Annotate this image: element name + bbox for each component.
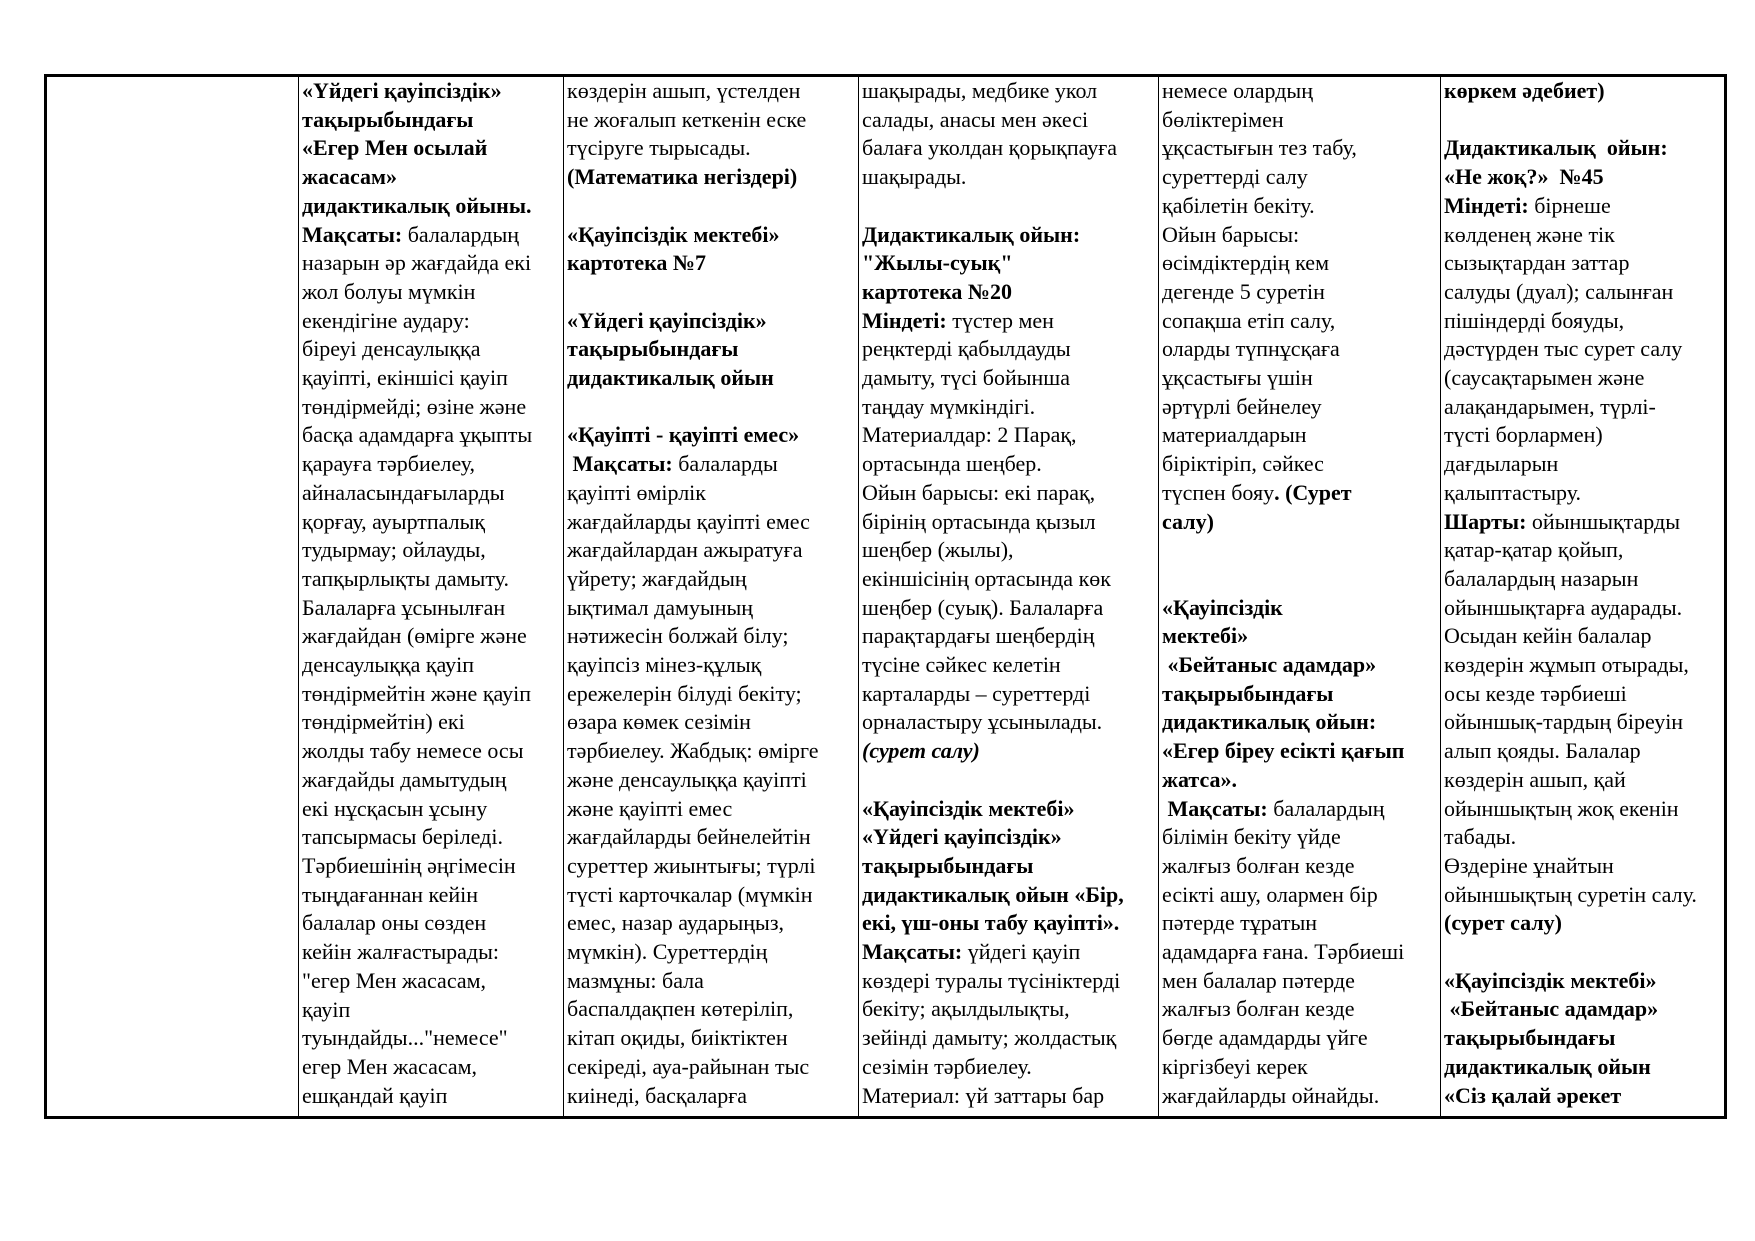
text-line: балалар оны сөзден xyxy=(302,910,487,936)
text-line: дағдыларын xyxy=(1444,451,1559,477)
text-line: картотека №7 xyxy=(567,250,707,276)
text-line: білімін бекіту үйде xyxy=(1162,824,1341,850)
text-line: Өздеріне ұнайтын xyxy=(1444,852,1614,878)
text-line: ойыншықтарға аударады. xyxy=(1444,594,1683,620)
text-line: салу) xyxy=(1162,508,1214,534)
text-line: суреттерді салу xyxy=(1162,164,1308,190)
text-line: біреуі денсаулыққа xyxy=(302,336,481,362)
text-line: тақырыбындағы xyxy=(567,336,739,362)
cell-dangerous-not-dangerous xyxy=(564,76,859,1118)
text-line: сезімін тәрбиелеу. xyxy=(862,1053,1032,1079)
text-line: Міндеті: бірнеше xyxy=(1444,192,1611,218)
text-line: қабілетін бекіту. xyxy=(1162,192,1315,218)
text-line: зейінді дамыту; жолдастық xyxy=(862,1025,1117,1051)
text-line: «Егер біреу есікті қағып xyxy=(1162,738,1405,764)
text-line xyxy=(567,393,856,422)
text-line: Мақсаты: балаларды xyxy=(567,451,778,477)
text-line: «Қауіпсіздік мектебі» xyxy=(862,795,1075,821)
text-line: ешқандай қауіп xyxy=(302,1082,448,1108)
text-line: түсті карточкалар (мүмкін xyxy=(567,881,813,907)
text-line xyxy=(1444,938,1722,967)
text-line: ортасында шеңбер. xyxy=(862,451,1042,477)
text-line: және денсаулыққа қауіпті xyxy=(567,766,807,792)
cell-warm-cold-game xyxy=(859,76,1159,1118)
text-line: «Қауіпсіздік мектебі» xyxy=(1444,967,1657,993)
text-line: төндірмейді; өзіне және xyxy=(302,393,527,419)
text-line xyxy=(1162,536,1438,565)
text-line: бірінің ортасында қызыл xyxy=(862,508,1096,534)
text-line: ойыншықтың суретін салу. xyxy=(1444,881,1697,907)
text-line: орналастыру ұсынылады. xyxy=(862,709,1103,735)
text-line: «Бейтаныс адамдар» xyxy=(1444,996,1659,1022)
text-line: бөгде адамдарды үйге xyxy=(1162,1025,1368,1051)
text-line: және қауіпті емес xyxy=(567,795,733,821)
text-line: кіргізбеуі керек xyxy=(1162,1053,1308,1079)
text-line: төндірмейтін) екі xyxy=(302,709,465,735)
text-line: ұқсастығы үшін xyxy=(1162,365,1313,391)
text-line: дидактикалық ойын «Бір, xyxy=(862,881,1124,907)
text-line: түспен бояу. (Сурет xyxy=(1162,479,1352,505)
text-line: жағдайды дамытудың xyxy=(302,766,507,792)
text-line: Мақсаты: балалардың xyxy=(1162,795,1385,821)
text-line: қауіпті, екіншісі қауіп xyxy=(302,365,508,391)
text-line: жағдайларды бейнелейтін xyxy=(567,824,811,850)
text-line: кітап оқиды, биіктіктен xyxy=(567,1025,788,1051)
text-line: оларды түпнұсқаға xyxy=(1162,336,1340,362)
text-line: емес, назар аударыңыз, xyxy=(567,910,785,936)
text-line: дидактикалық ойын xyxy=(567,365,774,390)
text-line: «Не жоқ?» №45 xyxy=(1444,164,1604,190)
text-line: көздерін ашып, қай xyxy=(1444,766,1626,792)
text-line: пәтерде тұратын xyxy=(1162,910,1318,936)
text-line: салады, анасы мен әкесі xyxy=(862,106,1089,132)
text-line: «Үйдегі қауіпсіздік» xyxy=(862,824,1062,850)
text-line: немесе олардың xyxy=(1162,78,1313,103)
text-line: түсті борлармен) xyxy=(1444,422,1603,448)
text-line: шақырады, медбике укол xyxy=(862,78,1098,103)
text-line: тудырмау; ойлауды, xyxy=(302,537,486,563)
text-line: тақырыбындағы xyxy=(302,106,474,132)
text-line: қауіпті өмірлік xyxy=(567,479,706,505)
text-line: «Қауіпті - қауіпті емес» xyxy=(567,422,800,448)
text-line: дегенде 5 суретін xyxy=(1162,278,1325,304)
text-line: тәрбиелеу. Жабдық: өмірге xyxy=(567,738,819,764)
text-line xyxy=(1444,106,1722,135)
text-line: Тәрбиешінің әңгімесін xyxy=(302,852,516,878)
text-line: Мақсаты: балалардың xyxy=(302,221,520,247)
text-line: материалдарын xyxy=(1162,422,1307,448)
text-line: салуды (дуал); салынған xyxy=(1444,278,1674,304)
text-line: кейін жалғастырады: xyxy=(302,939,500,965)
text-line: суреттер жиынтығы; түрлі xyxy=(567,852,816,878)
text-line xyxy=(862,766,1156,795)
text-line: таңдау мүмкіндігі. xyxy=(862,393,1036,419)
cell-drawing-strangers-game xyxy=(1159,76,1441,1118)
text-line: назарын әр жағдайда екі xyxy=(302,250,532,276)
text-line: жалғыз болған кезде xyxy=(1162,996,1355,1022)
text-line: карталарды – суреттерді xyxy=(862,680,1091,706)
text-line: балалардың назарын xyxy=(1444,565,1639,591)
text-line: Ойын барысы: xyxy=(1162,221,1300,247)
table-row xyxy=(46,76,1726,1118)
text-line xyxy=(1162,565,1438,594)
text-line: туындайды..."немесе" xyxy=(302,1025,508,1051)
text-line: Материалдар: 2 Парақ, xyxy=(862,422,1077,448)
empty-cell xyxy=(46,76,299,1118)
text-line: баспалдақпен көтеріліп, xyxy=(567,996,794,1022)
text-line: айналасындағыларды xyxy=(302,479,505,505)
text-line: дидактикалық ойын xyxy=(1444,1053,1651,1079)
text-line: балаға уколдан қорықпауға xyxy=(862,135,1118,161)
text-line: жағдайлардан ажыратуға xyxy=(567,537,803,563)
text-line: мен балалар пәтерде xyxy=(1162,967,1355,993)
text-line: табады. xyxy=(1444,824,1517,850)
text-line: жатса». xyxy=(1162,766,1237,792)
text-line: қорғау, ауыртпалық xyxy=(302,508,486,534)
text-line: қарауға тәрбиелеу, xyxy=(302,451,475,477)
text-line: қалыптастыру. xyxy=(1444,479,1581,505)
text-line: әртүрлі бейнелеу xyxy=(1162,393,1322,419)
text-line: картотека №20 xyxy=(862,278,1013,304)
text-line: қауіпсіз мінез-құлық xyxy=(567,652,762,678)
text-line: алып қояды. Балалар xyxy=(1444,738,1641,764)
text-line: не жоғалып кеткенін еске xyxy=(567,106,807,132)
text-line: реңктерді қабылдауды xyxy=(862,336,1071,362)
text-line: шеңбер (суық). Балаларға xyxy=(862,594,1104,620)
text-line: қауіп xyxy=(302,996,351,1022)
text-line: жол болуы мүмкін xyxy=(302,278,476,304)
text-line: түсіне сәйкес келетін xyxy=(862,652,1061,678)
text-line: көлденең және тік xyxy=(1444,221,1615,247)
text-line xyxy=(567,192,856,221)
text-line: жағдайларды ойнайды. xyxy=(1162,1082,1380,1108)
text-line: түсіруге тырысады. xyxy=(567,135,751,161)
text-line: жағдайларды қауіпті емес xyxy=(567,508,810,534)
text-line: пішіндерді бояуды, xyxy=(1444,307,1625,333)
text-line: "Жылы-суық" xyxy=(862,250,1013,276)
text-line: Дидактикалық ойын: xyxy=(862,221,1081,247)
text-line: мазмұны: бала xyxy=(567,967,704,993)
text-line: бекіту; ақылдылықты, xyxy=(862,996,1070,1022)
text-line: ережелерін білуді бекіту; xyxy=(567,680,802,706)
text-line: көздерін ашып, үстелден xyxy=(567,78,801,103)
text-line: мүмкін). Суреттердің xyxy=(567,939,768,965)
text-line: тапқырлықты дамыту. xyxy=(302,565,509,591)
text-line: көркем әдебиет) xyxy=(1444,78,1605,103)
text-line: денсаулыққа қауіп xyxy=(302,652,475,678)
text-line: мектебі» xyxy=(1162,623,1249,649)
text-line: дидактикалық ойыны. xyxy=(302,192,532,218)
text-line: көздерін жұмып отырады, xyxy=(1444,652,1689,678)
text-line: шеңбер (жылы), xyxy=(862,537,1014,563)
text-line: «Егер Мен осылай xyxy=(302,135,488,161)
text-line: "егер Мен жасасам, xyxy=(302,967,487,993)
text-line: тыңдағаннан кейін xyxy=(302,881,479,907)
text-line: ойыншықтың жоқ екенін xyxy=(1444,795,1679,821)
text-line: жалғыз болған кезде xyxy=(1162,852,1355,878)
text-line: ұқсастығын тез табу, xyxy=(1162,135,1357,161)
text-line: жолды табу немесе осы xyxy=(302,738,524,764)
text-line: Мақсаты: үйдегі қауіп xyxy=(862,939,1081,965)
text-line: Шарты: ойыншықтарды xyxy=(1444,508,1680,534)
text-line: өсімдіктердің кем xyxy=(1162,250,1329,276)
cell-safety-game-if-i-do xyxy=(299,76,564,1118)
text-line: нәтижесін болжай білу; xyxy=(567,623,789,649)
text-line: «Үйдегі қауіпсіздік» xyxy=(567,307,767,333)
text-line: парақтардағы шеңбердің xyxy=(862,623,1095,649)
text-line: тақырыбындағы xyxy=(1444,1025,1616,1051)
text-line: өзара көмек сезімін xyxy=(567,709,751,735)
text-line: (сурет салу) xyxy=(1444,910,1563,936)
text-line: дамыту, түсі бойынша xyxy=(862,365,1071,391)
text-line: тақырыбындағы xyxy=(1162,680,1334,706)
text-line: Ойын барысы: екі парақ, xyxy=(862,479,1096,505)
text-line: біріктіріп, сәйкес xyxy=(1162,451,1324,477)
text-line: тақырыбындағы xyxy=(862,852,1034,878)
text-line: дидактикалық ойын: xyxy=(1162,709,1377,735)
cell-whats-missing-game xyxy=(1441,76,1726,1118)
text-line: ықтимал дамуының xyxy=(567,594,754,620)
text-line: киінеді, басқаларға xyxy=(567,1082,748,1108)
text-line: бөліктерімен xyxy=(1162,106,1284,132)
text-line: (сурет салу) xyxy=(862,738,980,764)
text-line: ойыншық-тардың біреуін xyxy=(1444,709,1684,735)
text-line: сызықтардан заттар xyxy=(1444,250,1630,276)
text-line: «Бейтаныс адамдар» xyxy=(1162,652,1377,678)
text-line: «Сіз қалай әрекет xyxy=(1444,1082,1622,1108)
text-line xyxy=(567,278,856,307)
text-line: адамдарға ғана. Тәрбиеші xyxy=(1162,939,1405,965)
text-line: Дидактикалық ойын: xyxy=(1444,135,1668,161)
text-line: көздері туралы түсініктерді xyxy=(862,967,1121,993)
text-line: басқа адамдарға ұқыпты xyxy=(302,422,533,448)
text-line: жасасам» xyxy=(302,164,398,190)
text-line: екі нұсқасын ұсыну xyxy=(302,795,488,821)
lesson-plan-table xyxy=(44,74,1727,1119)
text-line: «Үйдегі қауіпсіздік» xyxy=(302,78,502,103)
text-line: төндірмейтін және қауіп xyxy=(302,680,532,706)
text-line: секіреді, ауа-райынан тыс xyxy=(567,1053,810,1079)
text-line: (саусақтарымен және xyxy=(1444,365,1645,391)
text-line: Міндеті: түстер мен xyxy=(862,307,1054,333)
text-line: осы кезде тәрбиеші xyxy=(1444,680,1627,706)
text-line: «Қауіпсіздік мектебі» xyxy=(567,221,780,247)
text-line: «Қауіпсіздік xyxy=(1162,594,1283,620)
text-line: есікті ашу, олармен бір xyxy=(1162,881,1378,907)
text-line: Материал: үй заттары бар xyxy=(862,1082,1105,1108)
text-line: егер Мен жасасам, xyxy=(302,1053,478,1079)
text-line: дәстүрден тыс сурет салу xyxy=(1444,336,1683,362)
text-line: екі, үш-оны табу қауіпті». xyxy=(862,910,1120,936)
text-line: қатар-қатар қойып, xyxy=(1444,537,1624,563)
text-line: Осыдан кейін балалар xyxy=(1444,623,1652,649)
text-line: үйрету; жағдайдың xyxy=(567,565,747,591)
text-line xyxy=(862,192,1156,221)
text-line: алақандарымен, түрлі- xyxy=(1444,393,1656,419)
text-line: шақырады. xyxy=(862,164,967,190)
text-line: тапсырмасы беріледі. xyxy=(302,824,503,850)
text-line: жағдайдан (өмірге және xyxy=(302,623,527,649)
text-line: (Математика негіздері) xyxy=(567,164,798,190)
text-line: сопақша етіп салу, xyxy=(1162,307,1336,333)
text-line: Балаларға ұсынылған xyxy=(302,594,506,620)
text-line: екіншісінің ортасында көк xyxy=(862,565,1111,591)
text-line: екендігіне аудару: xyxy=(302,307,470,333)
